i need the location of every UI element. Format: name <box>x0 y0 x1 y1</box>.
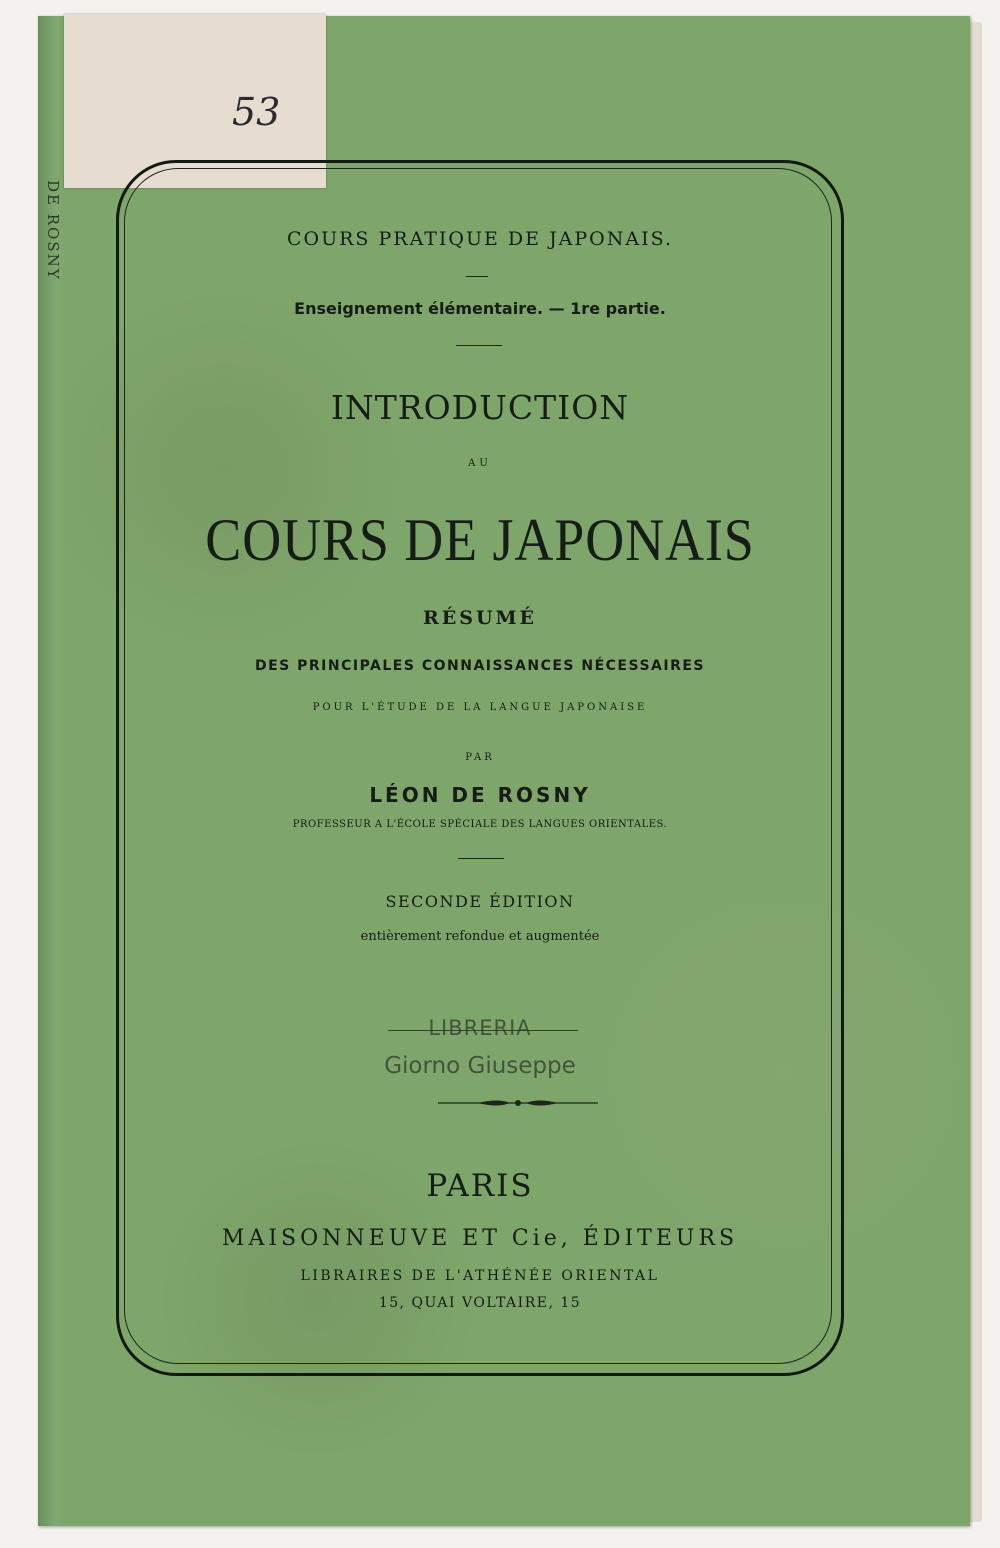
subtitle-pour: POUR L'ÉTUDE DE LA LANGUE JAPONAISE <box>312 702 648 713</box>
imprint-city: PARIS <box>426 1168 534 1204</box>
ornament-flourish <box>438 1096 598 1110</box>
stamp-line-2: Giorno Giuseppe <box>384 1053 576 1079</box>
divider-2 <box>458 858 504 859</box>
main-title: COURS DE JAPONAIS <box>205 507 755 573</box>
title-au: AU <box>468 458 492 469</box>
stamp-line-1: LIBRERIA <box>428 1016 532 1040</box>
stamp-strike <box>388 1030 578 1031</box>
imprint-libraires: LIBRAIRES DE L'ATHÉNÉE ORIENTAL <box>300 1268 660 1284</box>
series-part: Enseignement élémentaire. — 1re partie. <box>294 299 666 318</box>
subtitle-principales: DES PRINCIPALES CONNAISSANCES NÉCESSAIRES <box>254 658 705 674</box>
subtitle-resume: RÉSUMÉ <box>422 607 538 629</box>
imprint-publisher: MAISONNEUVE ET Cie, ÉDITEURS <box>221 1226 739 1251</box>
divider-short <box>466 276 488 277</box>
imprint-address: 15, QUAI VOLTAIRE, 15 <box>378 1295 582 1311</box>
shelf-number: 53 <box>232 90 281 134</box>
author-title: PROFESSEUR A L'ÉCOLE SPÉCIALE DES LANGUES ORIENTALES. <box>292 819 668 830</box>
divider-1 <box>456 345 502 346</box>
edition-name: SECONDE ÉDITION <box>385 892 575 911</box>
edition-note: entièrement refondue et augmentée <box>360 929 600 944</box>
title-intro: INTRODUCTION <box>330 388 630 427</box>
author-name: LÉON DE ROSNY <box>369 783 591 807</box>
spine-title: DE ROSNY <box>44 180 62 281</box>
author-par: PAR <box>465 752 495 763</box>
series-title: COURS PRATIQUE DE JAPONAIS. <box>286 228 673 250</box>
